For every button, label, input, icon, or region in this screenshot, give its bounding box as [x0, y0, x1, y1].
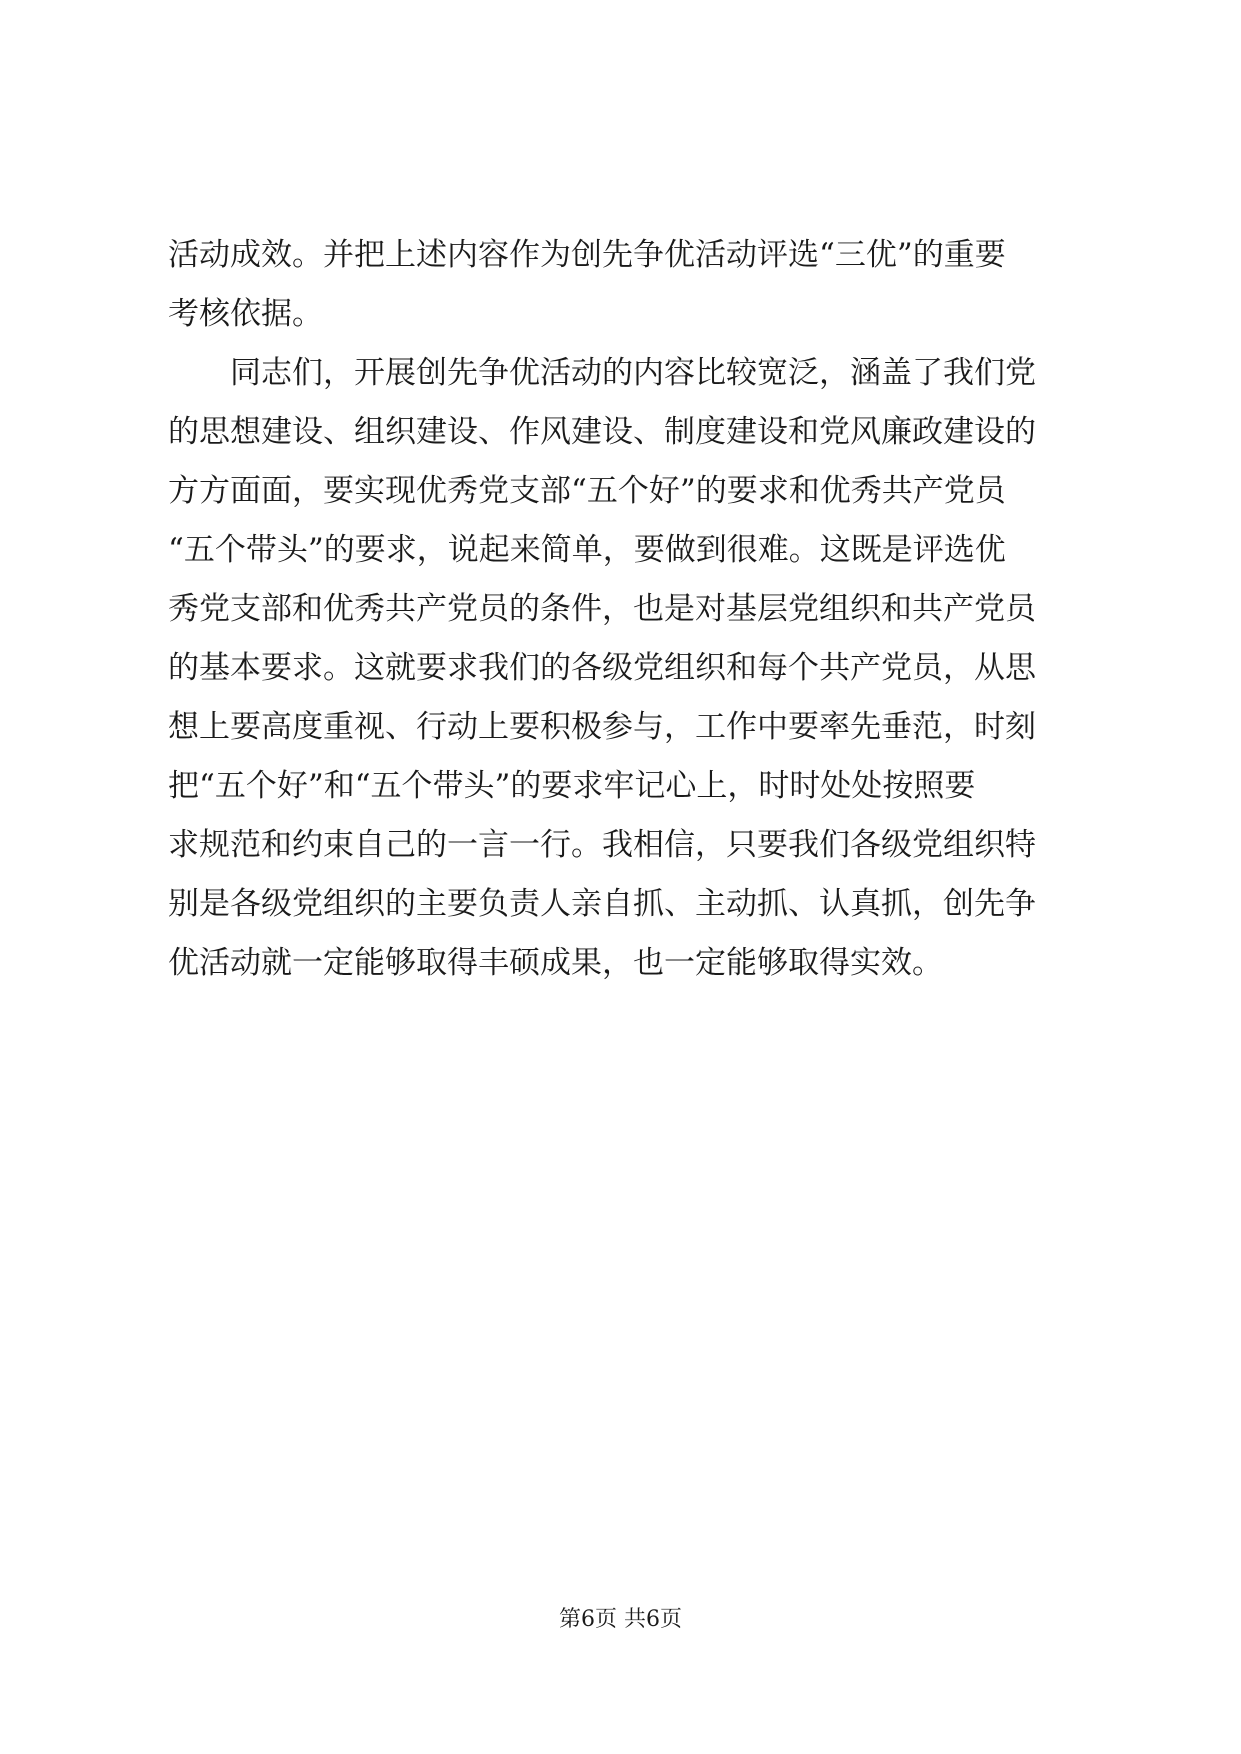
- text-line: 别是各级党组织的主要负责人亲自抓、主动抓、认真抓，创先争: [168, 886, 1036, 922]
- text-line: 优活动就一定能够取得丰硕成果，也一定能够取得实效。: [168, 945, 943, 981]
- text-line: 方方面面，要实现优秀党支部“五个好”的要求和优秀共产党员: [168, 473, 1006, 509]
- text-line: 同志们，开展创先争优活动的内容比较宽泛，涵盖了我们党: [168, 355, 1036, 391]
- text-line: 秀党支部和优秀共产党员的条件，也是对基层党组织和共产党员: [168, 591, 1036, 627]
- text-line: 把“五个好”和“五个带头”的要求牢记心上，时时处处按照要: [168, 768, 976, 804]
- text-line: 求规范和约束自己的一言一行。我相信，只要我们各级党组织特: [168, 827, 1036, 863]
- text-line: 考核依据。: [168, 296, 323, 332]
- text-line: “五个带头”的要求，说起来简单，要做到很难。这既是评选优: [168, 532, 1006, 568]
- document-body: [168, 226, 1078, 993]
- text-line: 的思想建设、组织建设、作风建设、制度建设和党风廉政建设的: [168, 414, 1036, 450]
- text-line: 活动成效。并把上述内容作为创先争优活动评选“三优”的重要: [168, 237, 1006, 273]
- page-number-footer: 第6页 共6页: [559, 1607, 682, 1632]
- text-line: 的基本要求。这就要求我们的各级党组织和每个共产党员，从思: [168, 650, 1036, 686]
- text-line: 想上要高度重视、行动上要积极参与，工作中要率先垂范，时刻: [168, 709, 1036, 745]
